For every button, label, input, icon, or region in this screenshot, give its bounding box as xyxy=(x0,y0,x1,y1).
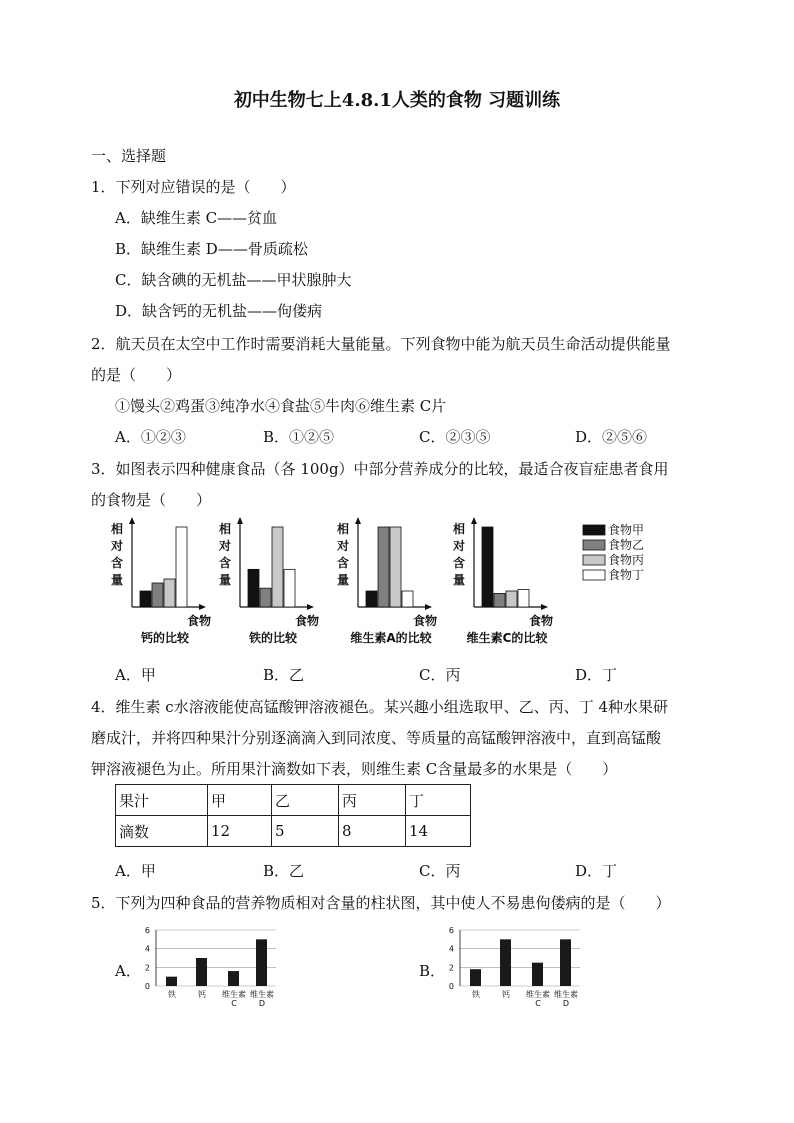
table-row xyxy=(116,785,471,816)
x-tick-label: 维生素 xyxy=(222,990,246,999)
x-tick-label: 铁 xyxy=(168,990,176,999)
y-axis-arrow xyxy=(237,517,243,524)
legend-label: 食物乙 xyxy=(608,538,645,552)
q3-stem-line2: 的食物是（ ） xyxy=(91,491,212,509)
q4-stem-line1: 4．维生素 c水溶液能使高锰酸钾溶液褪色。某兴趣小组选取甲、乙、丙、丁 4种水果研 xyxy=(91,698,669,716)
q2-option-a: A．①②③ xyxy=(115,428,186,446)
x-axis-arrow xyxy=(307,604,314,610)
q1-stem: 1．下列对应错误的是（ ） xyxy=(91,178,296,196)
table-cell: 12 xyxy=(208,816,272,847)
q2-stem-line1: 2．航天员在太空中工作时需要消耗大量能量。下列食物中能为航天员生命活动提供能量 xyxy=(91,335,671,353)
table-cell: 14 xyxy=(406,816,471,847)
y-axis-label-char: 含 xyxy=(452,556,466,570)
q2-option-c: C．②③⑤ xyxy=(419,428,491,446)
y-axis-label-char: 对 xyxy=(110,539,124,553)
legend-label: 食物丙 xyxy=(608,553,645,567)
q5-stem: 5．下列为四种食品的营养物质相对含量的柱状图，其中使人不易患佝偻病的是（ ） xyxy=(91,894,671,912)
y-axis-arrow xyxy=(471,517,477,524)
y-axis-label-char: 含 xyxy=(336,556,350,570)
q1-option-c: C．缺含碘的无机盐——甲状腺肿大 xyxy=(115,271,352,289)
bar-食物丁 xyxy=(518,589,529,607)
q5-option-a-label: A． xyxy=(115,962,141,980)
chart-title: 钙的比较 xyxy=(140,631,190,645)
legend-label: 食物甲 xyxy=(608,523,645,537)
table-cell: 5 xyxy=(272,816,339,847)
bar-铁 xyxy=(166,977,177,986)
bar-食物丙 xyxy=(272,527,283,607)
chart-1 xyxy=(218,517,319,645)
q1-option-a: A．缺维生素 C——贫血 xyxy=(115,209,278,227)
y-axis-label-char: 对 xyxy=(336,539,350,553)
bar-食物乙 xyxy=(152,583,163,607)
x-tick-label: 维生素 xyxy=(250,990,274,999)
bar-维生素D xyxy=(256,939,267,986)
y-tick-label: 4 xyxy=(144,944,150,954)
bar-食物丁 xyxy=(284,569,295,607)
q5-chart-1 xyxy=(449,926,580,1008)
juice-drops-table xyxy=(115,784,471,847)
q5-chart-0 xyxy=(145,926,276,1008)
bar-食物甲 xyxy=(140,591,151,607)
y-axis-label-char: 相 xyxy=(218,522,232,536)
q4-option-d: D．丁 xyxy=(575,862,618,880)
legend-swatch xyxy=(583,555,605,565)
y-axis-label-char: 量 xyxy=(452,573,466,587)
chart-3 xyxy=(452,517,553,645)
q5-option-b-label: B． xyxy=(419,962,446,980)
bar-钙 xyxy=(196,958,207,986)
legend-swatch xyxy=(583,570,605,580)
y-axis-label-char: 含 xyxy=(218,556,232,570)
q4-stem-line2: 磨成汁，并将四种果汁分别逐滴滴入到同浓度、等质量的高锰酸钾溶液中，直到高锰酸 xyxy=(91,729,662,747)
y-tick-label: 6 xyxy=(144,926,150,935)
q4-option-c: C．丙 xyxy=(419,862,461,880)
chart-2 xyxy=(336,517,437,645)
chart-legend xyxy=(583,522,644,582)
section-heading: 一、选择题 xyxy=(91,147,167,165)
y-axis-label-char: 对 xyxy=(218,539,232,553)
x-tick-label: D xyxy=(258,999,266,1008)
page-title: 初中生物七上4.8.1人类的食物 习题训练 xyxy=(233,90,561,111)
y-axis-label-char: 对 xyxy=(452,539,466,553)
y-axis-arrow xyxy=(355,517,361,524)
chart-0 xyxy=(110,517,211,645)
x-tick-label: C xyxy=(535,999,541,1008)
y-axis-label-char: 含 xyxy=(110,556,124,570)
chart-title: 维生素C的比较 xyxy=(466,631,548,645)
q2-items: ①馒头②鸡蛋③纯净水④食盐⑤牛肉⑥维生素 C片 xyxy=(115,397,447,415)
legend-label: 食物丁 xyxy=(608,568,645,582)
bar-食物乙 xyxy=(260,588,271,607)
bar-食物丙 xyxy=(506,591,517,607)
bar-食物丁 xyxy=(176,527,187,607)
y-axis-label-char: 量 xyxy=(336,573,350,587)
q2-stem-line2: 的是（ ） xyxy=(91,366,182,384)
table-cell: 丙 xyxy=(339,785,406,816)
table-cell: 果汁 xyxy=(116,785,208,816)
y-tick-label: 4 xyxy=(448,944,454,954)
bar-钙 xyxy=(500,939,511,986)
x-tick-label: D xyxy=(562,999,570,1008)
y-tick-label: 6 xyxy=(448,926,454,935)
q3-option-b: B．乙 xyxy=(263,666,305,684)
bar-食物甲 xyxy=(248,569,259,607)
bar-铁 xyxy=(470,969,481,986)
bar-食物丙 xyxy=(390,527,401,607)
q1-option-d: D．缺含钙的无机盐——佝偻病 xyxy=(115,302,323,320)
q5-bar-charts xyxy=(140,920,610,1015)
bar-食物乙 xyxy=(494,593,505,607)
table-row xyxy=(116,816,471,847)
x-tick-label: C xyxy=(231,999,237,1008)
x-axis-label: 食物 xyxy=(412,614,438,628)
q3-stem-line1: 3．如图表示四种健康食品（各 100g）中部分营养成分的比较，最适合夜盲症患者食用 xyxy=(91,460,669,478)
table-cell: 8 xyxy=(339,816,406,847)
q3-option-c: C．丙 xyxy=(419,666,461,684)
q2-option-d: D．②⑤⑥ xyxy=(575,428,648,446)
bar-维生素C xyxy=(532,963,543,986)
y-axis-label-char: 相 xyxy=(452,522,466,536)
legend-swatch xyxy=(583,540,605,550)
bar-食物丁 xyxy=(402,591,413,607)
y-tick-label: 2 xyxy=(144,963,150,973)
x-tick-label: 钙 xyxy=(502,990,510,999)
bar-食物丙 xyxy=(164,579,175,607)
y-tick-label: 0 xyxy=(144,982,150,991)
y-tick-label: 2 xyxy=(448,963,454,973)
bar-维生素C xyxy=(228,971,239,986)
x-tick-label: 维生素 xyxy=(526,990,550,999)
q1-option-b: B．缺维生素 D——骨质疏松 xyxy=(115,240,308,258)
table-cell: 乙 xyxy=(272,785,339,816)
x-axis-label: 食物 xyxy=(528,614,554,628)
bar-食物甲 xyxy=(482,527,493,607)
bar-维生素D xyxy=(560,939,571,986)
x-axis-arrow xyxy=(199,604,206,610)
chart-title: 铁的比较 xyxy=(248,631,298,645)
legend-swatch xyxy=(583,525,605,535)
q3-nutrient-charts xyxy=(105,515,685,650)
q3-option-d: D．丁 xyxy=(575,666,618,684)
y-axis-label-char: 相 xyxy=(336,522,350,536)
x-tick-label: 铁 xyxy=(472,990,480,999)
q4-option-a: A．甲 xyxy=(115,862,156,880)
q4-stem-line3: 钾溶液褪色为止。所用果汁滴数如下表，则维生素 C含量最多的水果是（ ） xyxy=(91,760,618,778)
table-cell: 丁 xyxy=(406,785,471,816)
y-tick-label: 0 xyxy=(448,982,454,991)
chart-title: 维生素A的比较 xyxy=(350,631,432,645)
x-tick-label: 钙 xyxy=(198,990,206,999)
bar-食物甲 xyxy=(366,591,377,607)
y-axis-label-char: 量 xyxy=(218,573,232,587)
q3-option-a: A．甲 xyxy=(115,666,156,684)
y-axis-label-char: 量 xyxy=(110,573,124,587)
bar-食物乙 xyxy=(378,527,389,607)
y-axis-label-char: 相 xyxy=(110,522,124,536)
y-axis-arrow xyxy=(129,517,135,524)
q4-option-b: B．乙 xyxy=(263,862,305,880)
q2-option-b: B．①②⑤ xyxy=(263,428,335,446)
table-cell: 甲 xyxy=(208,785,272,816)
x-tick-label: 维生素 xyxy=(554,990,578,999)
x-axis-label: 食物 xyxy=(186,614,212,628)
x-axis-arrow xyxy=(425,604,432,610)
table-cell: 滴数 xyxy=(116,816,208,847)
x-axis-label: 食物 xyxy=(294,614,320,628)
x-axis-arrow xyxy=(541,604,548,610)
